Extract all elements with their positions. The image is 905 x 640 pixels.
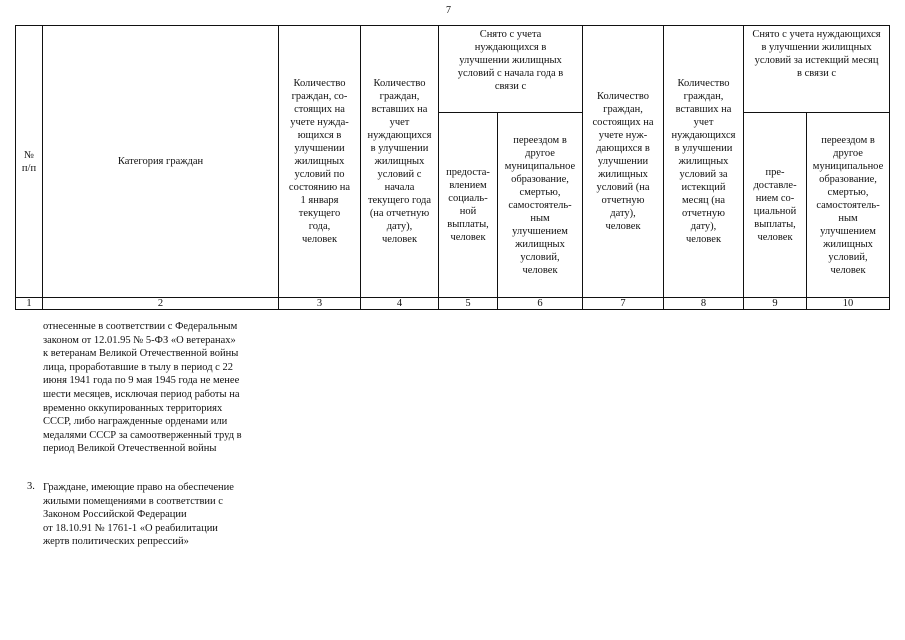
column-number: 3 <box>279 298 361 310</box>
header-col9: пре- доставле- нием со- циальной выплаты, человек <box>744 113 807 298</box>
item-3-number: 3. <box>27 481 35 492</box>
column-number: 5 <box>439 298 498 310</box>
header-col8: Количество граждан, вставших на учет нуждающихся в улучшении жилищных условий за истекщий месяц (на отчетную дату), человек <box>664 26 744 298</box>
column-number: 9 <box>744 298 807 310</box>
header-col3: Количество граждан, со- стоящих на учете нужда- ющихся в улучшении жилищных условий по состоянию на 1 января текущего года, человек <box>279 26 361 298</box>
column-number: 7 <box>583 298 664 310</box>
header-removed-year: Снято с учета нуждающихся в улучшении жилищных условий с начала года в связи с <box>439 26 583 113</box>
page-number: 7 <box>446 5 451 16</box>
header-col7: Количество граждан, состоящих на учете нуж- дающихся в улучшении жилищных условий (на отчетную дату), человек <box>583 26 664 298</box>
report-table <box>15 25 890 310</box>
column-number: 1 <box>16 298 43 310</box>
header-category: Категория граждан <box>43 26 279 298</box>
header-col6: переездом в другое муниципальное образование, смертью, самостоятель- ным улучшением жилищных условий, человек <box>498 113 583 298</box>
column-number: 10 <box>807 298 890 310</box>
header-col10: переездом в другое муниципальное образование, смертью, самостоятель- ным улучшением жилищных условий, человек <box>807 113 890 298</box>
column-number: 2 <box>43 298 279 310</box>
column-number: 4 <box>361 298 439 310</box>
column-number: 8 <box>664 298 744 310</box>
item-3-text: Граждане, имеющие право на обеспечение жилыми помещениями в соответствии с Законом Российской Федерации от 18.10.91 № 1761-1 «О реабилитации жертв политических репрессий» <box>43 482 234 548</box>
column-number: 6 <box>498 298 583 310</box>
header-number: № п/п <box>16 26 43 298</box>
header-col5: предоста- влением социаль- ной выплаты, человек <box>439 113 498 298</box>
header-col4: Количество граждан, вставших на учет нуждающихся в улучшении жилищных условий с начала текущего года (на отчетную дату), человек <box>361 26 439 298</box>
category-continuation-text: отнесенные в соответствии с Федеральным законом от 12.01.95 № 5-ФЗ «О ветеранах» к ветеранам Великой Отечественной войны лица, проработавшие в тылу в период с 22 июня 1941 года по 9 мая 1945 года не менее шести месяцев, исключая период работы на временно оккупированных территориях СССР, либо награжденные орденами или медалями СССР за самоотверженный труд в период Великой Отечественной войны <box>43 321 242 455</box>
header-removed-month: Снято с учета нуждающихся в улучшении жилищных условий за истекщий месяц в связи с <box>744 26 890 113</box>
